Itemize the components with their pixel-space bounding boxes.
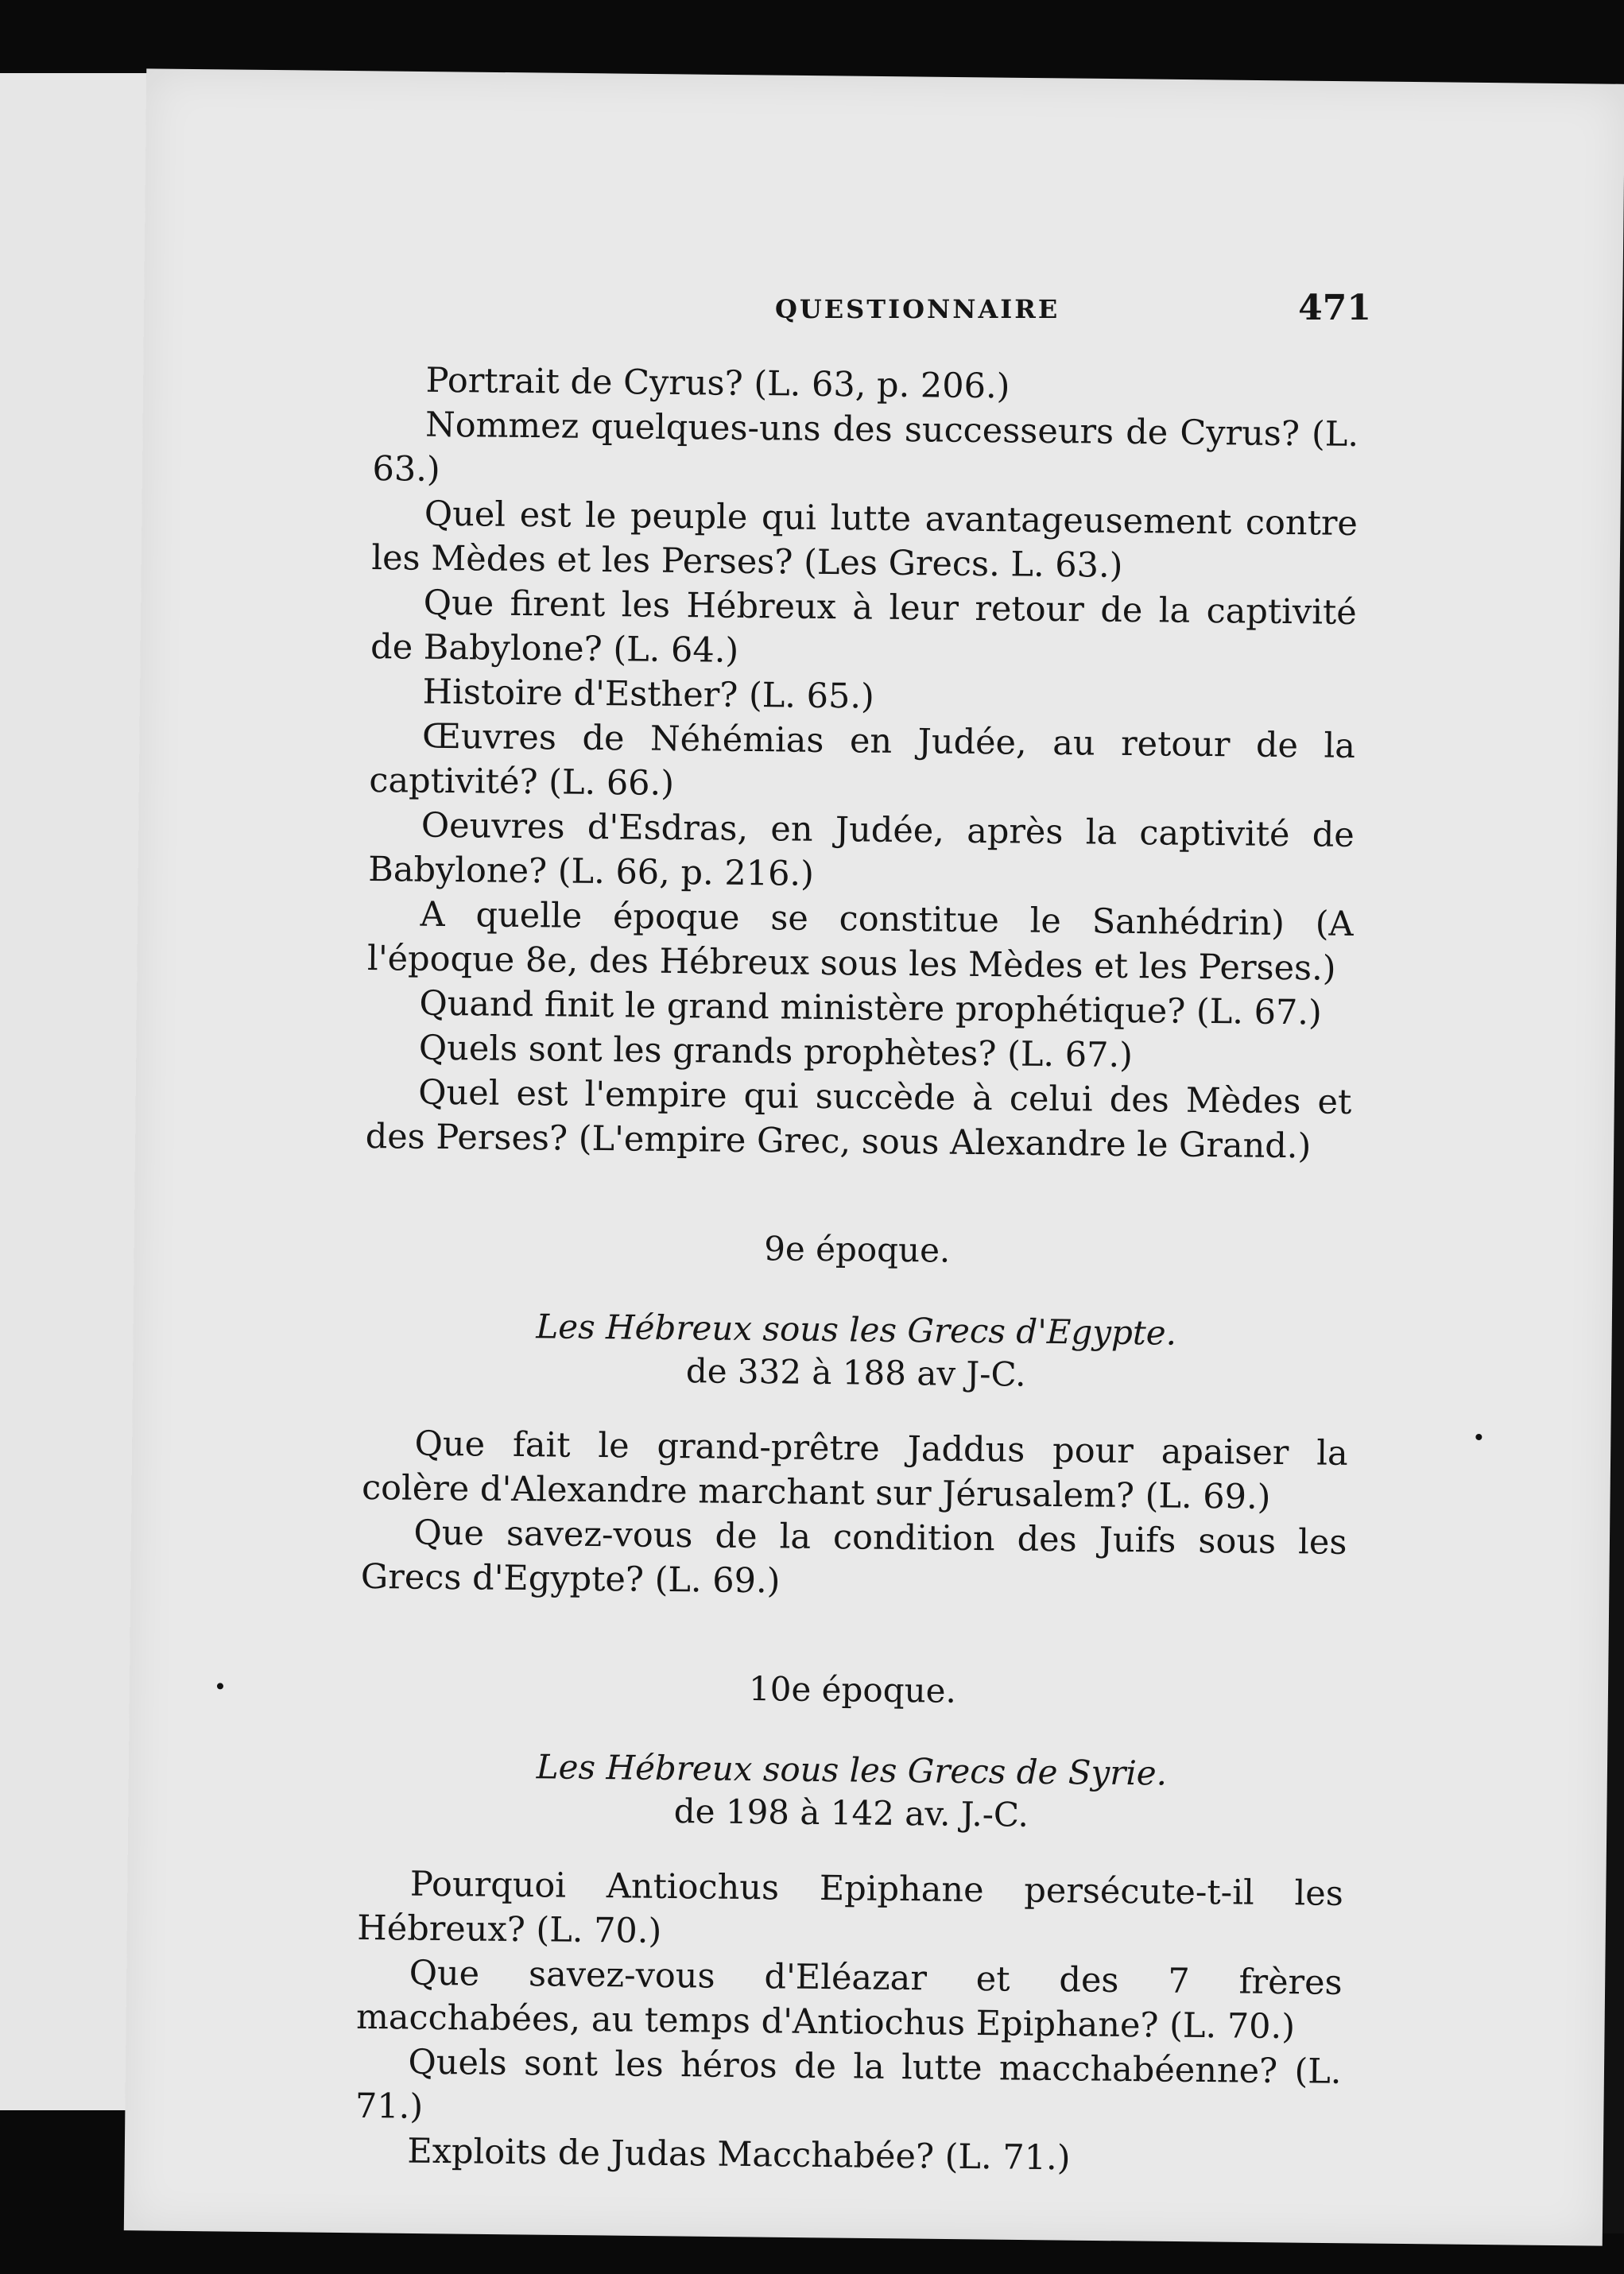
section-epoch-9 bbox=[362, 1222, 1350, 1400]
section-epoch-9-questions bbox=[361, 1421, 1348, 1610]
page-number: 471 bbox=[1298, 288, 1371, 328]
section-title: 10e époque. bbox=[748, 1669, 957, 1710]
section-dates: de 198 à 142 av. J.-C. bbox=[673, 1792, 1029, 1834]
question-paragraph: Oeuvres d'Esdras, en Judée, après la captivité de Babylone? (L. 66, p. 216.) bbox=[367, 805, 1355, 894]
question-paragraph: Que fait le grand-prêtre Jaddus pour apaiser la colère d'Alexandre marchant sur Jérusalem? (L. 69.) bbox=[361, 1424, 1348, 1517]
question-paragraph: Histoire d'Esther? (L. 65.) bbox=[422, 672, 875, 717]
question-paragraph: A quelle époque se constitue le Sanhédrin) (A l'époque 8e, des Hébreux sous les Mèdes et les Perses.) bbox=[366, 894, 1354, 989]
ink-fleck bbox=[217, 1683, 223, 1689]
ink-fleck bbox=[1475, 1434, 1482, 1440]
section-dates: de 332 à 188 av J-C. bbox=[685, 1351, 1026, 1394]
running-head: QUESTIONNAIRE bbox=[775, 294, 1060, 324]
question-paragraph: Pourquoi Antiochus Epiphane persécute-t-il les Hébreux? (L. 70.) bbox=[357, 1864, 1344, 1951]
question-paragraph: Quels sont les grands prophètes? (L. 67.) bbox=[418, 1028, 1134, 1076]
section-subtitle: Les Hébreux sous les Grecs d'Egypte. bbox=[536, 1307, 1177, 1353]
page-header bbox=[433, 288, 1387, 342]
section-epoch-10-questions bbox=[355, 1861, 1343, 2183]
page-content bbox=[355, 358, 1359, 2183]
question-paragraph: Nommez quelques-uns des successeurs de Cyrus? (L. 63.) bbox=[372, 405, 1359, 490]
question-paragraph: Quel est le peuple qui lutte avantageusement contre les Mèdes et les Perses? (Les Grecs. L. 63.) bbox=[371, 494, 1359, 586]
question-paragraph: Portrait de Cyrus? (L. 63, p. 206.) bbox=[425, 360, 1010, 407]
section-epoch-10 bbox=[359, 1663, 1346, 1840]
question-paragraph: Quel est l'empire qui succède à celui des Mèdes et des Perses? (L'empire Grec, sous Alexandre le Grand.) bbox=[365, 1072, 1352, 1167]
section-subtitle: Les Hébreux sous les Grecs de Syrie. bbox=[536, 1747, 1168, 1793]
question-paragraph: Quels sont les héros de la lutte macchabéenne? (L. 71.) bbox=[355, 2042, 1342, 2127]
question-paragraph: Œuvres de Néhémias en Judée, au retour de la captivité? (L. 66.) bbox=[369, 716, 1356, 804]
question-paragraph: Exploits de Judas Macchabée? (L. 71.) bbox=[407, 2131, 1071, 2179]
question-paragraph: Que savez-vous d'Eléazar et des 7 frères macchabées, au temps d'Antiochus Epiphane? (L. 70.) bbox=[355, 1953, 1343, 2047]
section-title: 9e époque. bbox=[763, 1229, 951, 1270]
question-paragraph: Que savez-vous de la condition des Juifs sous les Grecs d'Egypte? (L. 69.) bbox=[360, 1513, 1347, 1602]
question-paragraph: Que firent les Hébreux à leur retour de la captivité de Babylone? (L. 64.) bbox=[370, 583, 1357, 671]
intro-questions bbox=[365, 358, 1359, 1169]
question-paragraph: Quand finit le grand ministère prophétique? (L. 67.) bbox=[419, 983, 1323, 1033]
